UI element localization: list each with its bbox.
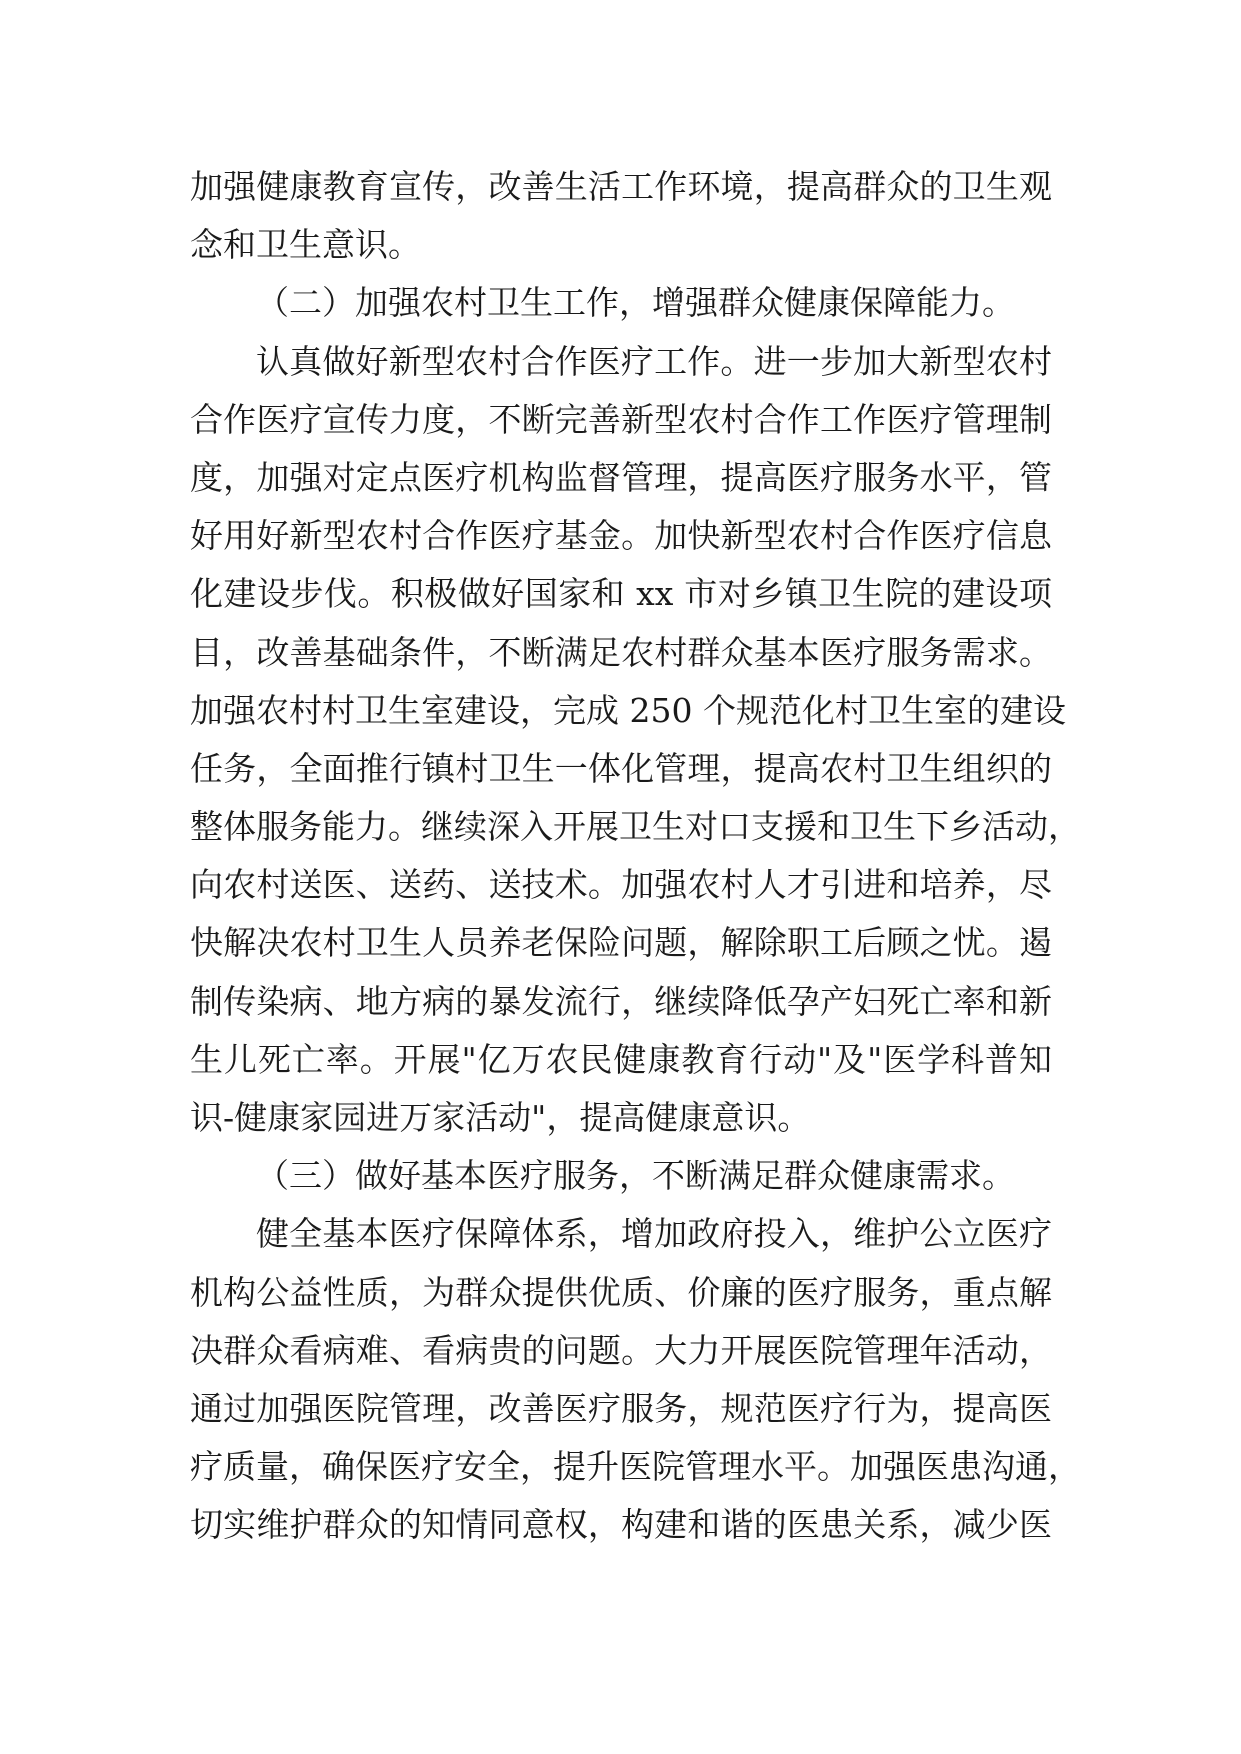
text-line: 制传染病、地方病的暴发流行，继续降低孕产妇死亡率和新 bbox=[190, 981, 1052, 1021]
text-line: 向农村送医、送药、送技术。加强农村人才引进和培养，尽 bbox=[190, 865, 1052, 905]
text-line: 目，改善基础条件，不断满足农村群众基本医疗服务需求。 bbox=[190, 632, 1052, 672]
paragraph-first-line: 认真做好新型农村合作医疗工作。进一步加大新型农村 bbox=[256, 341, 1052, 381]
text-line: 快解决农村卫生人员养老保险问题，解除职工后顾之忧。遏 bbox=[190, 923, 1052, 963]
text-line: 机构公益性质，为群众提供优质、价廉的医疗服务，重点解 bbox=[190, 1272, 1052, 1312]
text-line: 度，加强对定点医疗机构监督管理，提高医疗服务水平，管 bbox=[190, 457, 1052, 497]
text-line: 整体服务能力。继续深入开展卫生对口支援和卫生下乡活动， bbox=[190, 807, 1081, 847]
text-line: 疗质量，确保医疗安全，提升医院管理水平。加强医患沟通， bbox=[190, 1447, 1081, 1487]
text-line: 任务，全面推行镇村卫生一体化管理，提高农村卫生组织的 bbox=[190, 748, 1052, 788]
text-line: 决群众看病难、看病贵的问题。大力开展医院管理年活动， bbox=[190, 1330, 1052, 1370]
text-line: 好用好新型农村合作医疗基金。加快新型农村合作医疗信息 bbox=[190, 516, 1052, 556]
text-line: 化建设步伐。积极做好国家和 xx 市对乡镇卫生院的建设项 bbox=[190, 574, 1052, 614]
text-line: 合作医疗宣传力度，不断完善新型农村合作工作医疗管理制 bbox=[190, 399, 1052, 439]
text-line: 通过加强医院管理，改善医疗服务，规范医疗行为，提高医 bbox=[190, 1388, 1052, 1428]
paragraph-first-line: 健全基本医疗保障体系，增加政府投入，维护公立医疗 bbox=[256, 1214, 1052, 1254]
text-line: 加强农村村卫生室建设，完成 250 个规范化村卫生室的建设 bbox=[190, 690, 1066, 730]
text-line: 切实维护群众的知情同意权，构建和谐的医患关系，减少医 bbox=[190, 1505, 1052, 1545]
text-line: 生儿死亡率。开展"亿万农民健康教育行动"及"医学科普知 bbox=[190, 1039, 1052, 1079]
section-heading: （三）做好基本医疗服务，不断满足群众健康需求。 bbox=[256, 1156, 1015, 1196]
text-line: 念和卫生意识。 bbox=[190, 225, 421, 265]
text-line: 加强健康教育宣传，改善生活工作环境，提高群众的卫生观 bbox=[190, 167, 1052, 206]
section-heading: （二）加强农村卫生工作，增强群众健康保障能力。 bbox=[256, 283, 1015, 323]
document-body bbox=[190, 158, 1081, 1555]
text-line: 识-健康家园进万家活动"，提高健康意识。 bbox=[190, 1098, 811, 1137]
